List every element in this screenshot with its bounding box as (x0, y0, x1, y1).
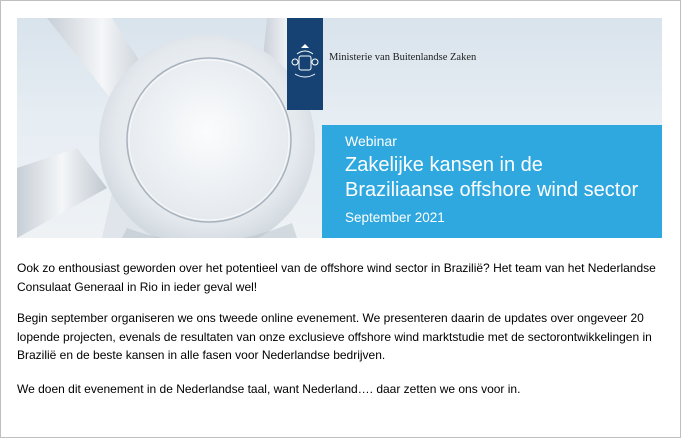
webinar-title-line2: Braziliaanse offshore wind sector (345, 179, 639, 201)
body-paragraph-2: Begin september organiseren we ons tweede online evenement. We presenteren daarin de updates over ongeveer 20 lopende projecten, evenals de resultaten van onze exclusieve offshore wind marktstudie met de sectorontwikkelingen in Brazilië en de beste kansen in alle fasen voor Nederlandse bedrijven. (17, 311, 652, 362)
body-paragraph-1: Ook zo enthousiast geworden over het potentieel van de offshore wind sector in Brazilië? Het team van het Nederlandse Consulaat Generaal in Rio in ieder geval wel! (17, 261, 656, 294)
webinar-label: Webinar (345, 133, 397, 149)
webinar-title-box (322, 125, 662, 238)
webinar-title-line1: Zakelijke kansen in de (345, 154, 543, 176)
coat-of-arms-logo (287, 18, 323, 110)
ministry-name: Ministerie van Buitenlandse Zaken (329, 52, 477, 63)
crest-icon (287, 18, 323, 110)
webinar-banner (17, 18, 662, 238)
webinar-title (345, 153, 638, 203)
body-paragraph-3: We doen dit evenement in de Nederlandse taal, want Nederland…. daar zetten we ons voor in. (17, 382, 521, 396)
webinar-date: September 2021 (345, 210, 445, 225)
